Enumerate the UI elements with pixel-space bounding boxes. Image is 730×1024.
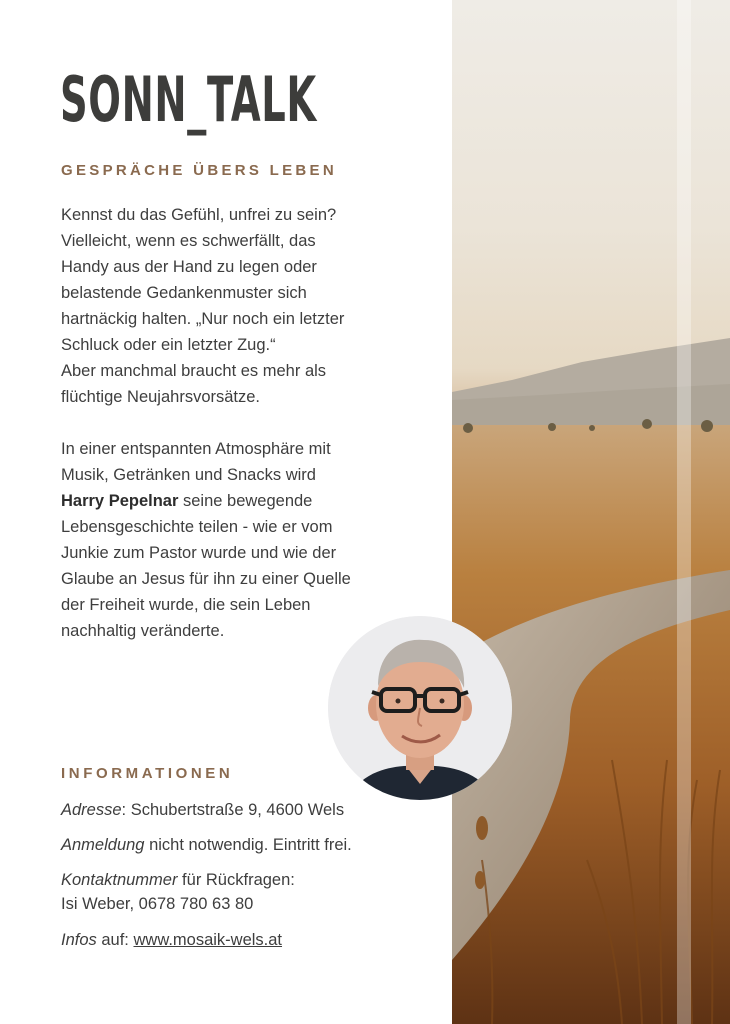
intro-line: Kennst du das Gefühl, unfrei zu sein? [61,206,337,224]
intro-line: Handy aus der Hand zu legen oder [61,258,317,276]
intro-line: Lebensgeschichte teilen - wie er vom [61,518,333,536]
portrait-illustration [328,616,512,800]
infos-label: Infos [61,931,97,949]
intro-text [61,202,406,644]
contact-person: Isi Weber, 0678 780 63 80 [61,895,254,913]
intro-line: In einer entspannten Atmosphäre mit [61,440,331,458]
subtitle: GESPRÄCHE ÜBERS LEBEN [61,162,337,179]
contact-value: für Rückfragen: [177,871,295,889]
paragraph-gap [61,410,406,436]
intro-line: Junkie zum Pastor wurde und wie der [61,544,337,562]
address-value: : Schubertstraße 9, 4600 Wels [121,801,345,819]
landscape-photo [452,0,730,1024]
intro-line: belastende Gedankenmuster sich [61,284,307,302]
intro-line: der Freiheit wurde, die sein Leben [61,596,311,614]
info-heading: INFORMATIONEN [61,765,234,782]
contact-label: Kontaktnummer [61,871,178,889]
intro-line: Aber manchmal braucht es mehr als [61,362,327,380]
intro-line: Schluck oder ein letzter Zug.“ [61,336,276,354]
address-line [61,798,441,822]
website-link[interactable]: www.mosaik-wels.at [133,931,283,949]
intro-line: hartnäckig halten. „Nur noch ein letzter [61,310,345,328]
landscape-illustration [452,0,730,1024]
infos-value: auf: [96,931,134,949]
registration-line [61,833,441,857]
intro-line: flüchtige Neujahrsvorsätze. [61,388,261,406]
page-title: SONN_TALK [60,63,317,136]
speaker-name: Harry Pepelnar [61,492,179,510]
intro-line: nachhaltig veränderte. [61,622,225,640]
intro-line-rest: seine bewegende [178,492,313,510]
registration-value: nicht notwendig. Eintritt frei. [144,836,352,854]
intro-line [61,488,406,514]
registration-label: Anmeldung [61,836,145,854]
contact-block [61,868,441,916]
address-label: Adresse [61,801,122,819]
intro-line: Musik, Getränken und Snacks wird [61,466,316,484]
speaker-portrait [328,616,512,800]
intro-line: Vielleicht, wenn es schwerfällt, das [61,232,316,250]
intro-line: Glaube an Jesus für ihn zu einer Quelle [61,570,351,588]
infos-line [61,928,441,952]
